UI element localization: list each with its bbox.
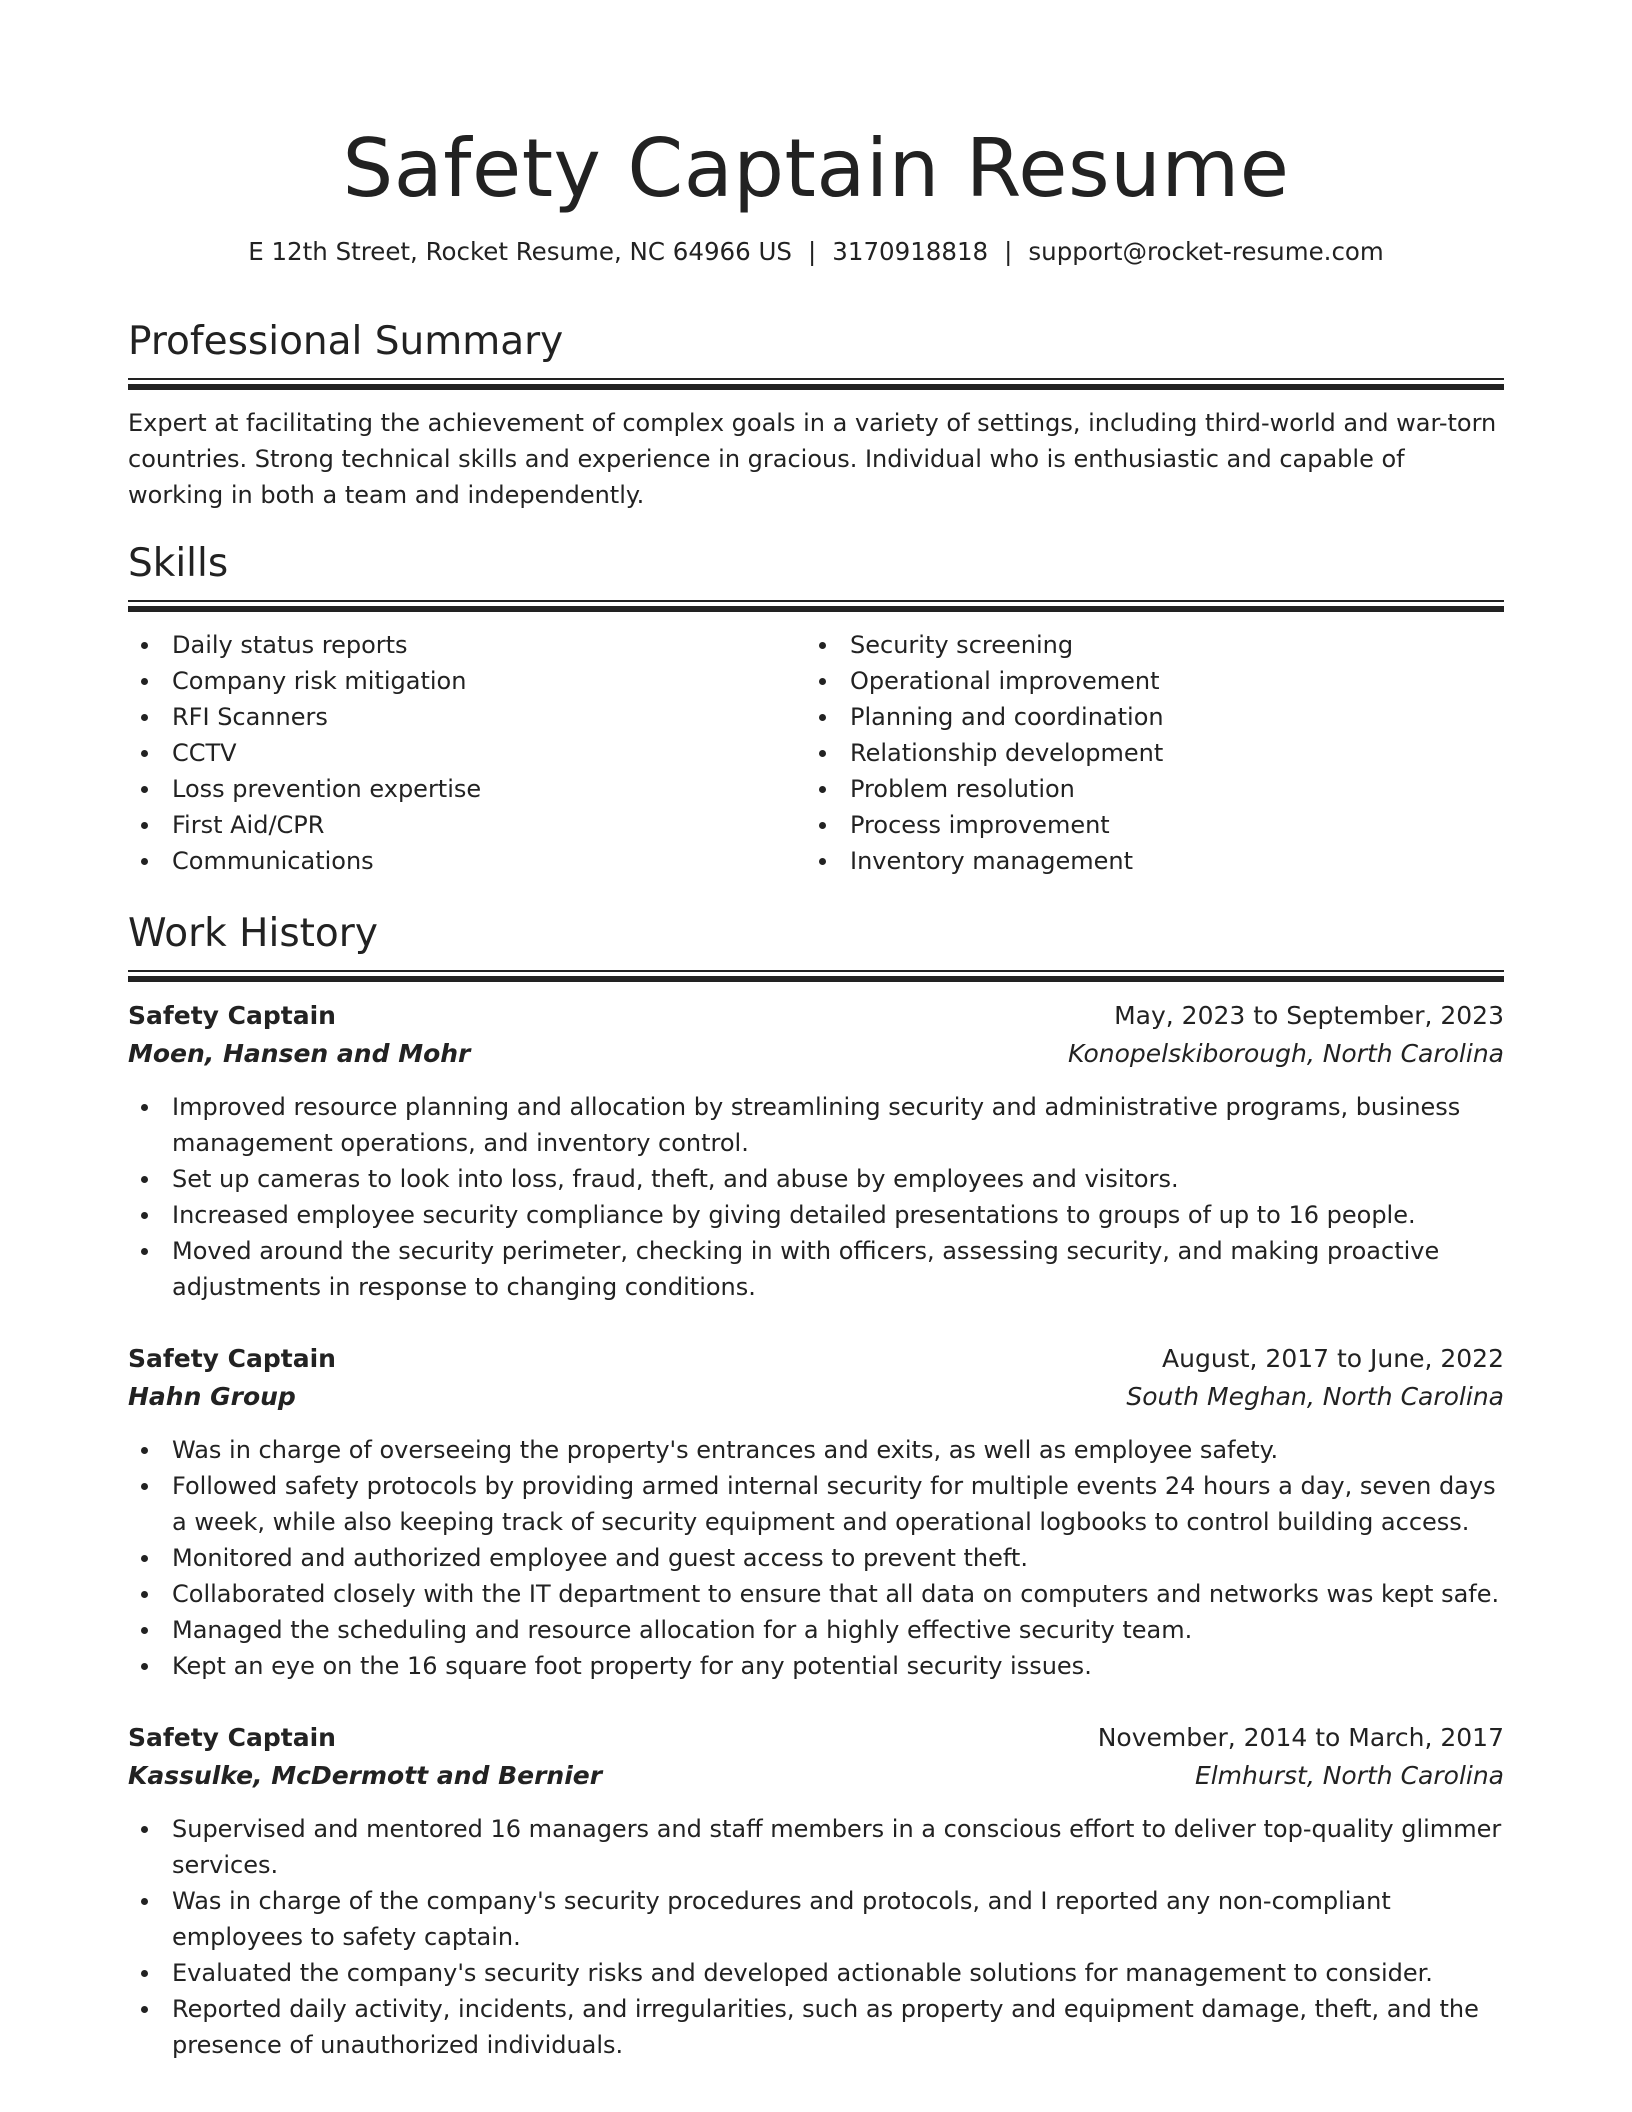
section-heading-skills: Skills <box>128 541 229 586</box>
job-dates: May, 2023 to September, 2023 <box>1114 1001 1504 1030</box>
list-item: Problem resolution <box>806 771 1484 807</box>
resume-page <box>128 0 1504 2059</box>
job-header-row <box>128 1719 1504 1757</box>
job-location: South Meghan, North Carolina <box>1126 1382 1504 1411</box>
contact-email: support@rocket-resume.com <box>1028 237 1384 266</box>
list-item: Set up cameras to look into loss, fraud, theft, and abuse by employees and visitors. <box>128 1161 1504 1197</box>
job-title: Safety Captain <box>128 1723 336 1752</box>
job-entry <box>128 1719 1504 2063</box>
list-item: Followed safety protocols by providing armed internal security for multiple events 24 hours a day, seven days a week, while also keeping track of security equipment and operational logbooks to control building access. <box>128 1468 1504 1540</box>
contact-address: E 12th Street, Rocket Resume, NC 64966 US <box>248 237 792 266</box>
skills-list-left <box>128 627 806 879</box>
contact-phone: 3170918818 <box>832 237 989 266</box>
list-item: Collaborated closely with the IT department to ensure that all data on computers and networks was kept safe. <box>128 1576 1504 1612</box>
section-divider <box>128 600 1504 611</box>
job-duties-list <box>128 1432 1504 1684</box>
job-duties-list <box>128 1089 1504 1305</box>
list-item: First Aid/CPR <box>128 807 806 843</box>
professional-summary-section <box>128 318 1504 513</box>
job-title: Safety Captain <box>128 1001 336 1030</box>
list-item: Loss prevention expertise <box>128 771 806 807</box>
list-item: Moved around the security perimeter, checking in with officers, assessing security, and making proactive adjustments in response to changing conditions. <box>128 1233 1504 1305</box>
job-list <box>128 997 1504 2063</box>
section-heading-summary: Professional Summary <box>128 319 564 364</box>
work-history-section <box>128 910 1504 2063</box>
list-item: Inventory management <box>806 843 1484 879</box>
job-dates: November, 2014 to March, 2017 <box>1097 1723 1504 1752</box>
list-item: Company risk mitigation <box>128 663 806 699</box>
list-item: CCTV <box>128 735 806 771</box>
contact-separator: | <box>1004 237 1013 266</box>
list-item: Reported daily activity, incidents, and irregularities, such as property and equipment damage, theft, and the presence of unauthorized individuals. <box>128 1991 1504 2063</box>
section-divider <box>128 378 1504 389</box>
job-header-row <box>128 1340 1504 1378</box>
list-item: Increased employee security compliance by giving detailed presentations to groups of up to 16 people. <box>128 1197 1504 1233</box>
skills-grid <box>128 627 1504 879</box>
job-company-row <box>128 1035 1504 1073</box>
job-company-row <box>128 1378 1504 1416</box>
list-item: Kept an eye on the 16 square foot property for any potential security issues. <box>128 1648 1504 1684</box>
job-entry <box>128 1340 1504 1684</box>
contact-separator: | <box>808 237 817 266</box>
job-location: Elmhurst, North Carolina <box>1194 1761 1504 1790</box>
job-company: Hahn Group <box>128 1382 296 1411</box>
list-item: Planning and coordination <box>806 699 1484 735</box>
list-item: Monitored and authorized employee and guest access to prevent theft. <box>128 1540 1504 1576</box>
list-item: Improved resource planning and allocation by streamlining security and administrative programs, business management operations, and inventory control. <box>128 1089 1504 1161</box>
skills-section <box>128 540 1504 879</box>
job-company: Moen, Hansen and Mohr <box>128 1039 471 1068</box>
resume-title: Safety Captain Resume <box>342 122 1290 215</box>
job-entry <box>128 997 1504 1305</box>
list-item: Was in charge of overseeing the property's entrances and exits, as well as employee safety. <box>128 1432 1504 1468</box>
section-heading-work: Work History <box>128 911 378 956</box>
list-item: Managed the scheduling and resource allocation for a highly effective security team. <box>128 1612 1504 1648</box>
list-item: Process improvement <box>806 807 1484 843</box>
summary-text: Expert at facilitating the achievement of complex goals in a variety of settings, including third-world and war-torn countries. Strong technical skills and experience in gracious. Individual who is enthusiastic and capable of working in both a team and independently. <box>128 409 1497 509</box>
section-divider <box>128 970 1504 981</box>
list-item: Was in charge of the company's security procedures and protocols, and I reported any non-compliant employees to safety captain. <box>128 1883 1504 1955</box>
list-item: Evaluated the company's security risks and developed actionable solutions for management to consider. <box>128 1955 1504 1991</box>
contact-line <box>128 235 1504 269</box>
job-duties-list <box>128 1811 1504 2063</box>
list-item: Relationship development <box>806 735 1484 771</box>
job-header-row <box>128 997 1504 1035</box>
list-item: Supervised and mentored 16 managers and staff members in a conscious effort to deliver top-quality glimmer services. <box>128 1811 1504 1883</box>
job-dates: August, 2017 to June, 2022 <box>1162 1344 1504 1373</box>
job-company-row <box>128 1757 1504 1795</box>
job-title: Safety Captain <box>128 1344 336 1373</box>
list-item: Communications <box>128 843 806 879</box>
list-item: Operational improvement <box>806 663 1484 699</box>
job-company: Kassulke, McDermott and Bernier <box>128 1761 603 1790</box>
list-item: RFI Scanners <box>128 699 806 735</box>
list-item: Daily status reports <box>128 627 806 663</box>
skills-list-right <box>806 627 1484 879</box>
list-item: Security screening <box>806 627 1484 663</box>
job-location: Konopelskiborough, North Carolina <box>1067 1039 1504 1068</box>
